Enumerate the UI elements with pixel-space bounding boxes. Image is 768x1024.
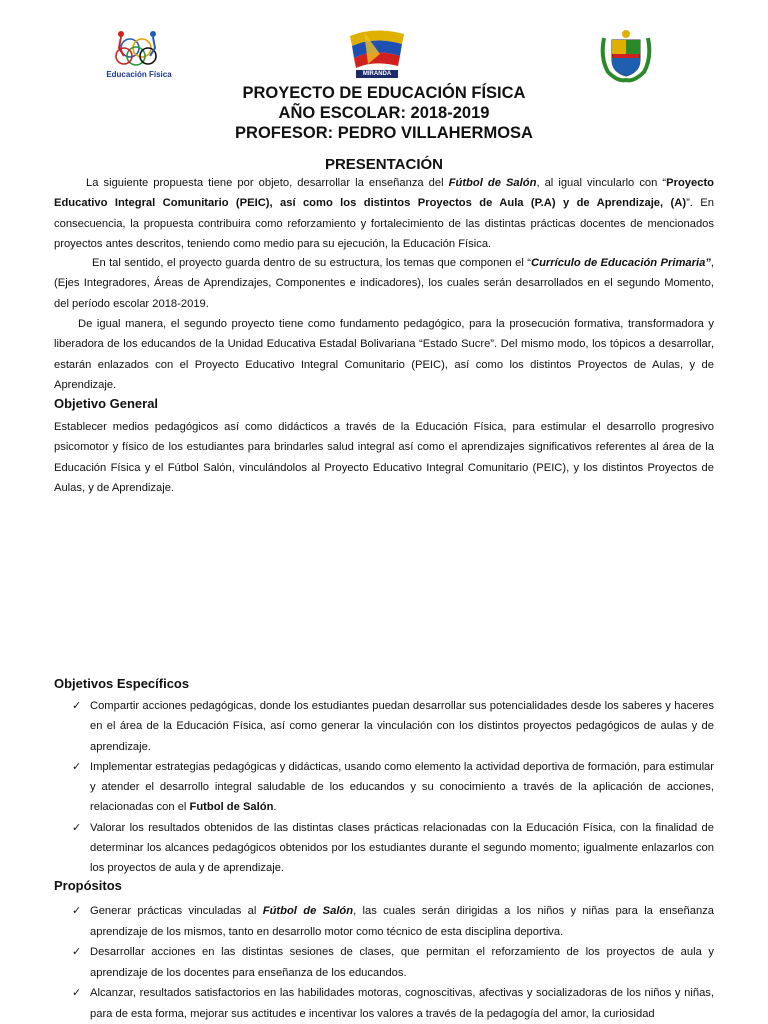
objetivo-general-heading: Objetivo General: [54, 396, 159, 411]
list-item: ✓ Implementar estrategias pedagógicas y didácticas, usando como elemento la actividad deportiva de formación, para estimular y atender el desarrollo integral saludable de los educandos y su conocimiento a través de la aplicación de acciones, relacionadas con el Futbol de Salón.: [54, 757, 714, 818]
miranda-logo: [344, 24, 410, 82]
list-item: ✓ Generar prácticas vinculadas al Fútbol de Salón, las cuales serán dirigidas a los niños y niñas para la enseñanza aprendizaje de los mismos, tanto en desarrollo motor como técnico de esta disciplina deportiva.: [54, 901, 714, 942]
presentacion-paragraph-3: De igual manera, el segundo proyecto tiene como fundamento pedagógico, para la prosecución formativa, transformadora y liberadora de los educandos de la Unidad Educativa Estadal Bolivariana “Estado Sucre”. Del mismo modo, los tópicos a desarrollar, estarán enlazados con el Proyecto Educativo Integral Comunitario (PEIC), así como los distintos Proyectos de Aulas, y de Aprendizaje.: [54, 318, 714, 391]
checkmark-icon: ✓: [72, 946, 82, 958]
document-title: PROYECTO DE EDUCACIÓN FÍSICA: [242, 84, 526, 102]
checkmark-icon: ✓: [72, 760, 82, 773]
list-item: ✓ Desarrollar acciones en las distintas sesiones de clases, que permitan el reforzamiento de los proyectos de aula y aprendizaje de los docentes para enseñanza de los educandos.: [54, 942, 714, 983]
list-item: ✓ Compartir acciones pedagógicas, donde los estudiantes puedan desarrollar sus potencialidades desde los saberes y haceres en el área de la Educación Física, así como generar la vinculación con los distintos proyectos pedagógicos de aulas y de aprendizaje.: [54, 696, 714, 757]
coat-of-arms-graphic: [598, 28, 654, 84]
teacher-name: PROFESOR: PEDRO VILLAHERMOSA: [235, 124, 533, 142]
checkmark-icon: ✓: [72, 905, 82, 917]
checkmark-icon: ✓: [72, 700, 82, 712]
list-item: ✓ Valorar los resultados obtenidos de las distintas clases prácticas relacionadas con la Educación Física, con la finalidad de determinar los alcances pedagógicos obtenidos por los estudiantes durante el segundo momento; igualmente enlazarlos con los proyectos de aula y de aprendizaje.: [54, 818, 714, 879]
state-coat-of-arms: [598, 28, 654, 84]
miranda-logo-text: MIRANDA: [362, 71, 392, 77]
educacion-fisica-logo-text: Educación Física: [106, 70, 172, 79]
objetivos-especificos-heading: Objetivos Específicos: [54, 676, 190, 691]
presentacion-heading: PRESENTACIÓN: [324, 156, 444, 173]
objetivo-general-text: Establecer medios pedagógicos así como didácticos a través de la Educación Física, para estimular el desarrollo progresivo psicomotor y físico de los estudiantes para brindarles salud integral así como el aprendizajes significativos referentes al área de la Educación Física y el Fútbol Salón, vinculándolos al Proyecto Educativo Integral Comunitario (PEIC), y los distintos Proyectos de Aulas, y de Aprendizaje.: [54, 421, 714, 494]
propositos-heading: Propósitos: [54, 878, 122, 893]
educacion-fisica-logo: [106, 26, 172, 82]
list-item: ✓ Alcanzar, resultados satisfactorios en las habilidades motoras, cognoscitivas, afectivas y socializadoras de los niños y niñas, para de esta forma, mejorar sus actitudes e incentivar los valores a través de la pedagogía del amor, la curiosidad: [54, 983, 714, 1024]
checkmark-icon: ✓: [72, 821, 82, 834]
presentacion-paragraph-2: En tal sentido, el proyecto guarda dentro de su estructura, los temas que componen el “Currículo de Educación Primaria”, (Ejes Integradores, Áreas de Aprendizajes, Componentes e indicadores), los cuales serán desarrollados en el segundo Momento, del período escolar 2018-2019.: [54, 257, 714, 310]
propositos-list: [54, 901, 714, 1024]
objetivos-especificos-list: [54, 696, 714, 879]
presentacion-paragraph-1: La siguiente propuesta tiene por objeto, desarrollar la enseñanza del Fútbol de Salón, al igual vincularlo con “Proyecto Educativo Integral Comunitario (PEIC), así como los distintos Proyectos de Aula (P.A) y de Aprendizaje, (A)”. En consecuencia, la propuesta contribuira como reforzamiento y fortalecimiento de las distintas prácticas docentes de mencionados proyectos antes descritos, teniendo como medio para su ejecución, la Educación Física.: [54, 177, 714, 250]
school-year: AÑO ESCOLAR: 2018-2019: [278, 104, 490, 122]
checkmark-icon: ✓: [72, 987, 82, 999]
